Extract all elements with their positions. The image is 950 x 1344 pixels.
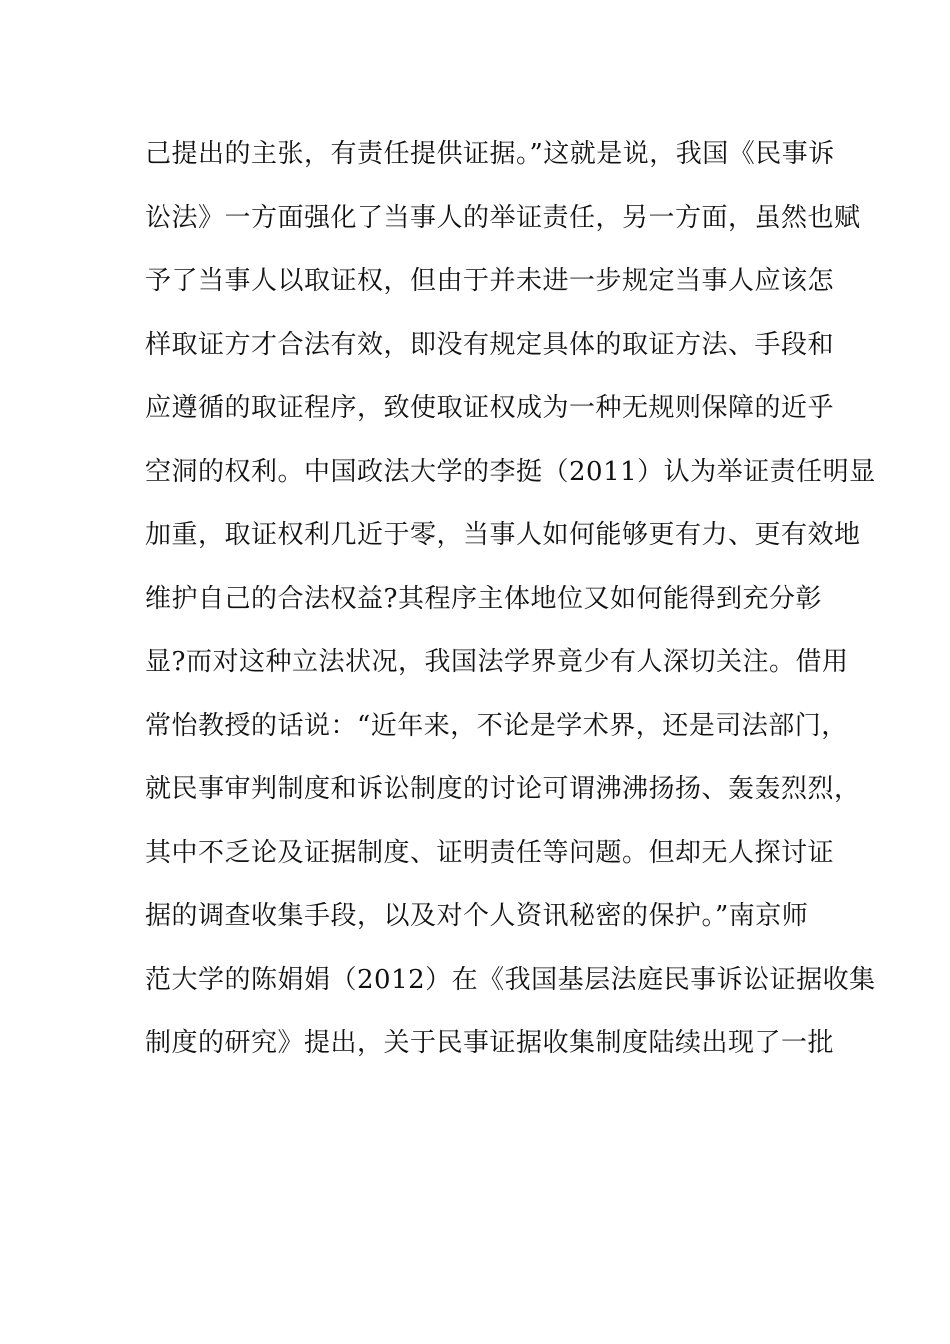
text-line: 制度的研究》提出，关于民事证据收集制度陆续出现了一批 xyxy=(145,1028,835,1058)
text-line: 常怡教授的话说：“近年来，不论是学术界，还是司法部门， xyxy=(145,710,848,741)
text-line: 其中不乏论及证据制度、证明责任等问题。但却无人探讨证 xyxy=(145,837,835,868)
text-line: 维护自己的合法权益?其程序主体地位又如何能得到充分彰 xyxy=(145,583,822,614)
text-line: 讼法》一方面强化了当事人的举证责任，另一方面，虽然也赋 xyxy=(145,202,861,233)
text-line: 据的调查收集手段，以及对个人资讯秘密的保护。”南京师 xyxy=(145,901,809,931)
text-line: 样取证方才合法有效，即没有规定具体的取证方法、手段和 xyxy=(145,329,835,360)
text-line: 加重，取证权利几近于零，当事人如何能够更有力、更有效地 xyxy=(145,520,861,550)
text-line: 显?而对这种立法状况，我国法学界竟少有人深切关注。借用 xyxy=(145,647,849,677)
text-line: 空洞的权利。中国政法大学的李挺（2011）认为举证责任明显 xyxy=(145,456,876,487)
text-line: 就民事审判制度和诉讼制度的讨论可谓沸沸扬扬、轰轰烈烈， xyxy=(145,774,861,804)
text-line: 应遵循的取证程序，致使取证权成为一种无规则保障的近乎 xyxy=(145,393,835,423)
text-line: 予了当事人以取证权，但由于并未进一步规定当事人应该怎 xyxy=(145,266,835,296)
text-line: 己提出的主张，有责任提供证据。”这就是说，我国《民事诉 xyxy=(145,139,835,169)
text-line: 范大学的陈娟娟（2012）在《我国基层法庭民事诉讼证据收集 xyxy=(145,964,876,995)
body-text xyxy=(145,128,876,1081)
